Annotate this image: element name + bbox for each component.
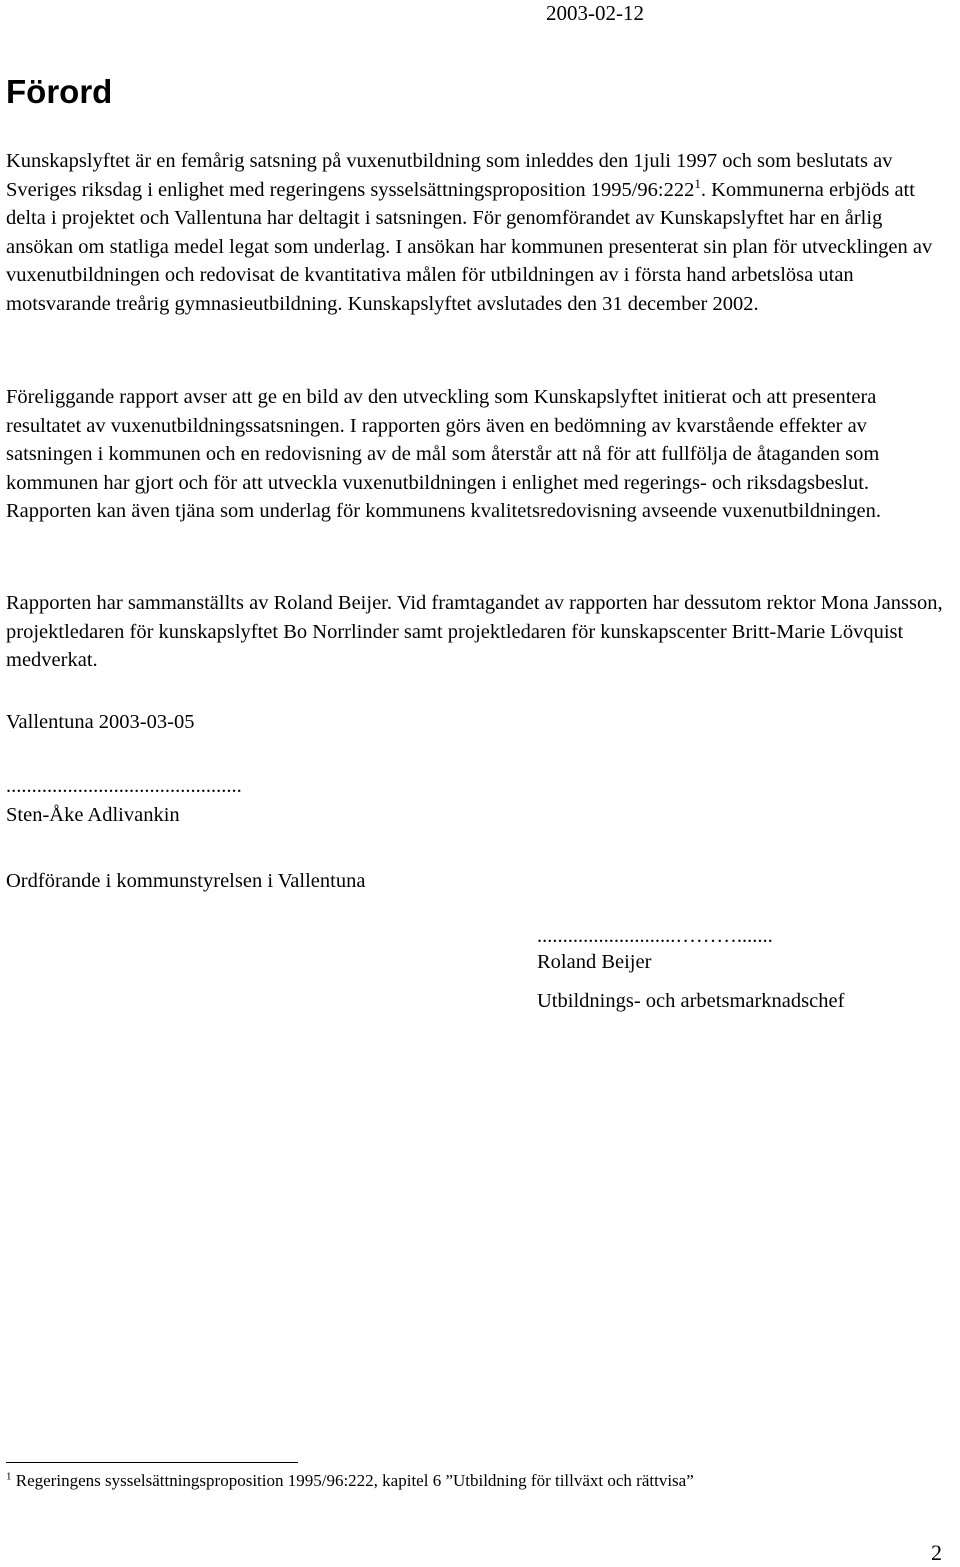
signatory-name-2: Roland Beijer <box>537 951 652 973</box>
signatory-name-1: Sten-Åke Adlivankin <box>6 804 180 826</box>
page-title: Förord <box>6 73 113 110</box>
header-date: 2003-02-12 <box>546 1 644 25</box>
paragraph-intro-text-a: Kunskapslyftet är en femårig satsning på vuxenutbildning som inleddes den 1juli 1997 och som beslutats av Sveriges riksdag i enlighet med regeringens sysselsättningsproposition 1995/96:222 <box>6 150 893 201</box>
signature-line-1: .............................................. <box>6 775 242 797</box>
footnote-text: Regeringens sysselsättningsproposition 1995/96:222, kapitel 6 ”Utbildning för tillväxt och rättvisa” <box>11 1471 694 1490</box>
paragraph-intro-text-b: . Kommunerna erbjöds att delta i projektet och Vallentuna har deltagit i satsningen. För genomförandet av Kunskapslyftet har en årlig ansökan om statliga medel legat som underlag. I ansökan har kommunen presenterat sin plan för utvecklingen av vuxenutbildningen och redovisat de kvantitativa målen för utbildningen av i första hand arbetslösa utan motsvarande treårig gymnasieutbildning. Kunskapslyftet avslutades den 31 december 2002. <box>6 178 933 315</box>
footnote-number: 1 <box>6 1470 12 1483</box>
page-number: 2 <box>931 1540 942 1565</box>
paragraph-report-purpose: Föreliggande rapport avser att ge en bild av den utveckling som Kunskapslyftet initierat och att presentera resultatet av vuxenutbildningssatsningen. I rapporten görs även en bedömning av kvarstående effekter av satsningen i kommunen och en redovisning av de mål som återstår att nå för att fullfölja de åtaganden som kommunen har gjort och för att utveckla vuxenutbildningen i enlighet med regerings- och riksdagsbeslut. Rapporten kan även tjäna som underlag för kommunens kvalitetsredovisning avseende vuxenutbildningen. <box>6 386 882 522</box>
footnote-reference: 1 <box>694 175 701 191</box>
footnote <box>6 1470 694 1492</box>
signatory-title-1: Ordförande i kommunstyrelsen i Vallentuna <box>6 870 366 892</box>
paragraph-intro <box>6 147 954 318</box>
footnote-divider <box>6 1462 298 1463</box>
paragraph-authors: Rapporten har sammanställts av Roland Beijer. Vid framtagandet av rapporten har dessutom rektor Mona Jansson, projektledaren för kunskapslyftet Bo Norrlinder samt projektledaren för kunskapscenter Britt-Marie Lövquist medverkat. <box>6 592 943 671</box>
place-and-date: Vallentuna 2003-03-05 <box>6 711 195 733</box>
signature-line-2: ...........................………....... <box>537 925 773 947</box>
signatory-title-2: Utbildnings- och arbetsmarknadschef <box>537 990 845 1012</box>
